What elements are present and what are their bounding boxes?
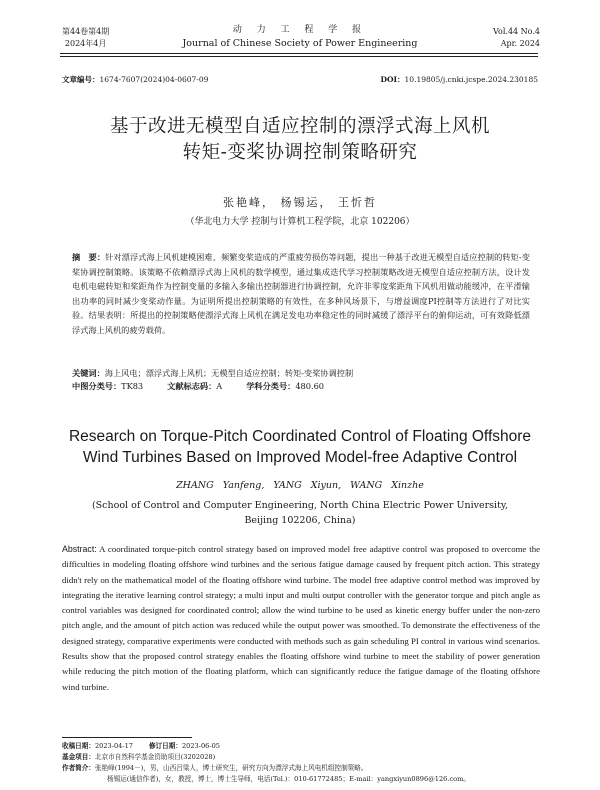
header-volume-en: [493, 26, 540, 50]
document-code: 文献标志码：A: [167, 381, 223, 391]
header-rule-top: [60, 53, 538, 54]
title-en-line2: Wind Turbines Based on Improved Model-free Adaptive Control: [82, 449, 518, 466]
footnote-fund: 基金项目：北京市自然科学基金资助项目(3202028): [62, 753, 216, 761]
keywords-cn: 关键词：海上风电；漂浮式海上风机；无模型自适应控制；转矩-变桨协调控制: [72, 368, 354, 378]
subject-code: 学科分类号：480.60: [246, 381, 324, 391]
abstract-cn-label: 摘 要：: [72, 252, 106, 262]
affiliation-cn: （华北电力大学 控制与计算机工程学院，北京 102206）: [185, 217, 415, 227]
affiliation-en-line1: (School of Control and Computer Engineering, North China Electric Power University,: [91, 500, 509, 511]
classification-row: [72, 381, 530, 392]
header-rule-bottom: [60, 56, 538, 57]
footnote-rule: [62, 737, 192, 738]
abstract-cn-text: 针对漂浮式海上风机建模困难、频繁变桨造成的严重疲劳损伤等问题，提出一种基于改进无模型自适应控制的转矩-变桨协调控制策略。该策略不依赖漂浮式海上风机的数学模型，通过集成迭代学习控制策略改进无模型自适应控制方法，设计发电机电磁转矩和桨距角作为控制变量的多输入多输出控制器进行协调控制，允许非零度桨距角下风机用做动能缓冲，在平滑输出功率的同时减少变桨动作量。为证明所提出控制策略的有效性，在多种风场景下，与增益调度PI控制等方法进行了对比实验。结果表明：所提出的控制策略使漂浮式海上风机在满足发电功率稳定性的同时减缓了漂浮平台的俯仰运动，可有效降低漂浮式海上风机的疲劳载荷。: [72, 252, 530, 335]
footnote-dates: 收稿日期：2023-04-17 修订日期：2023-06-05: [62, 742, 220, 750]
abstract-en: [62, 542, 540, 695]
affiliation-en-line2: Beijing 102206, China): [244, 515, 356, 526]
header-date-en: Apr. 2024: [500, 39, 540, 48]
affiliation-en: [0, 498, 600, 528]
doi: DOI：10.19805/j.cnki.jcspe.2024.230185: [380, 75, 538, 84]
footnote-corresponding: 杨锡运(通信作者)，女，教授，博士，博士生导师，电话(Tel.)：010-61772485；E-mail：yangxiyun0896@126.com。: [107, 775, 470, 783]
article-meta: [62, 74, 538, 85]
abstract-en-label: Abstract:: [62, 544, 97, 554]
title-en-line1: Research on Torque-Pitch Coordinated Control of Floating Offshore: [68, 428, 532, 445]
title-cn: [0, 114, 600, 166]
abstract-en-text: A coordinated torque-pitch control strategy based on improved model free adaptive control was proposed to overcome the difficulties in modeling floating offshore wind turbines and the serious fatigue damage caused by frequent pitch action. This strategy didn't rely on the mathematical model of the floating offshore wind turbine. The model free adaptive control method was improved by integrating the iterative learning control strategy; a multi input and multi output controller with the generator torque and pitch angle as control variables was designed for coordinated control; allow the wind turbine to be used as kinetic energy buffer under the non-zero pitch angle, and the amount of pitch action was reduced while the output power was smoothed. To demonstrate the effectiveness of the designed strategy, comparative experiments were conducted with methods such as gain scheduling PI control in various wind scenarios. Results show that the proposed control strategy enables the floating offshore wind turbine to meet the stability of power generation while reducing the pitch motion of the floating platform, which can significantly reduce the fatigue damage of the floating offshore wind turbine.: [62, 544, 540, 692]
title-en: [0, 426, 600, 468]
authors-cn: 张艳峰， 杨锡运， 王忻哲: [223, 196, 377, 209]
keywords-cn-text: 海上风电；漂浮式海上风机；无模型自适应控制；转矩-变桨协调控制: [104, 368, 354, 378]
clc-number: 中图分类号：TK83: [72, 381, 144, 391]
article-number: 文章编号：1674-7607(2024)04-0607-09: [62, 75, 209, 84]
journal-name-en: Journal of Chinese Society of Power Engineering: [182, 38, 418, 49]
title-cn-line2: 转矩-变桨协调控制策略研究: [182, 142, 418, 163]
title-cn-line1: 基于改进无模型自适应控制的漂浮式海上风机: [109, 116, 490, 137]
authors-en: ZHANG Yanfeng, YANG Xiyun, WANG Xinzhe: [176, 480, 424, 491]
header-volume-cn: 第44卷第4期: [62, 27, 110, 36]
abstract-cn: [72, 250, 530, 338]
journal-name-cn: 动 力 工 程 学 报: [232, 25, 368, 35]
header-volume-number: Vol.44 No.4: [493, 27, 540, 36]
footnote-author: 作者简介：张艳峰(1994－)，男，山西吕梁人，博士研究生，研究方向为漂浮式海上风电机组控制策略。: [62, 764, 368, 772]
header-date-cn: 2024年4月: [64, 39, 107, 48]
footnote: [62, 741, 540, 785]
